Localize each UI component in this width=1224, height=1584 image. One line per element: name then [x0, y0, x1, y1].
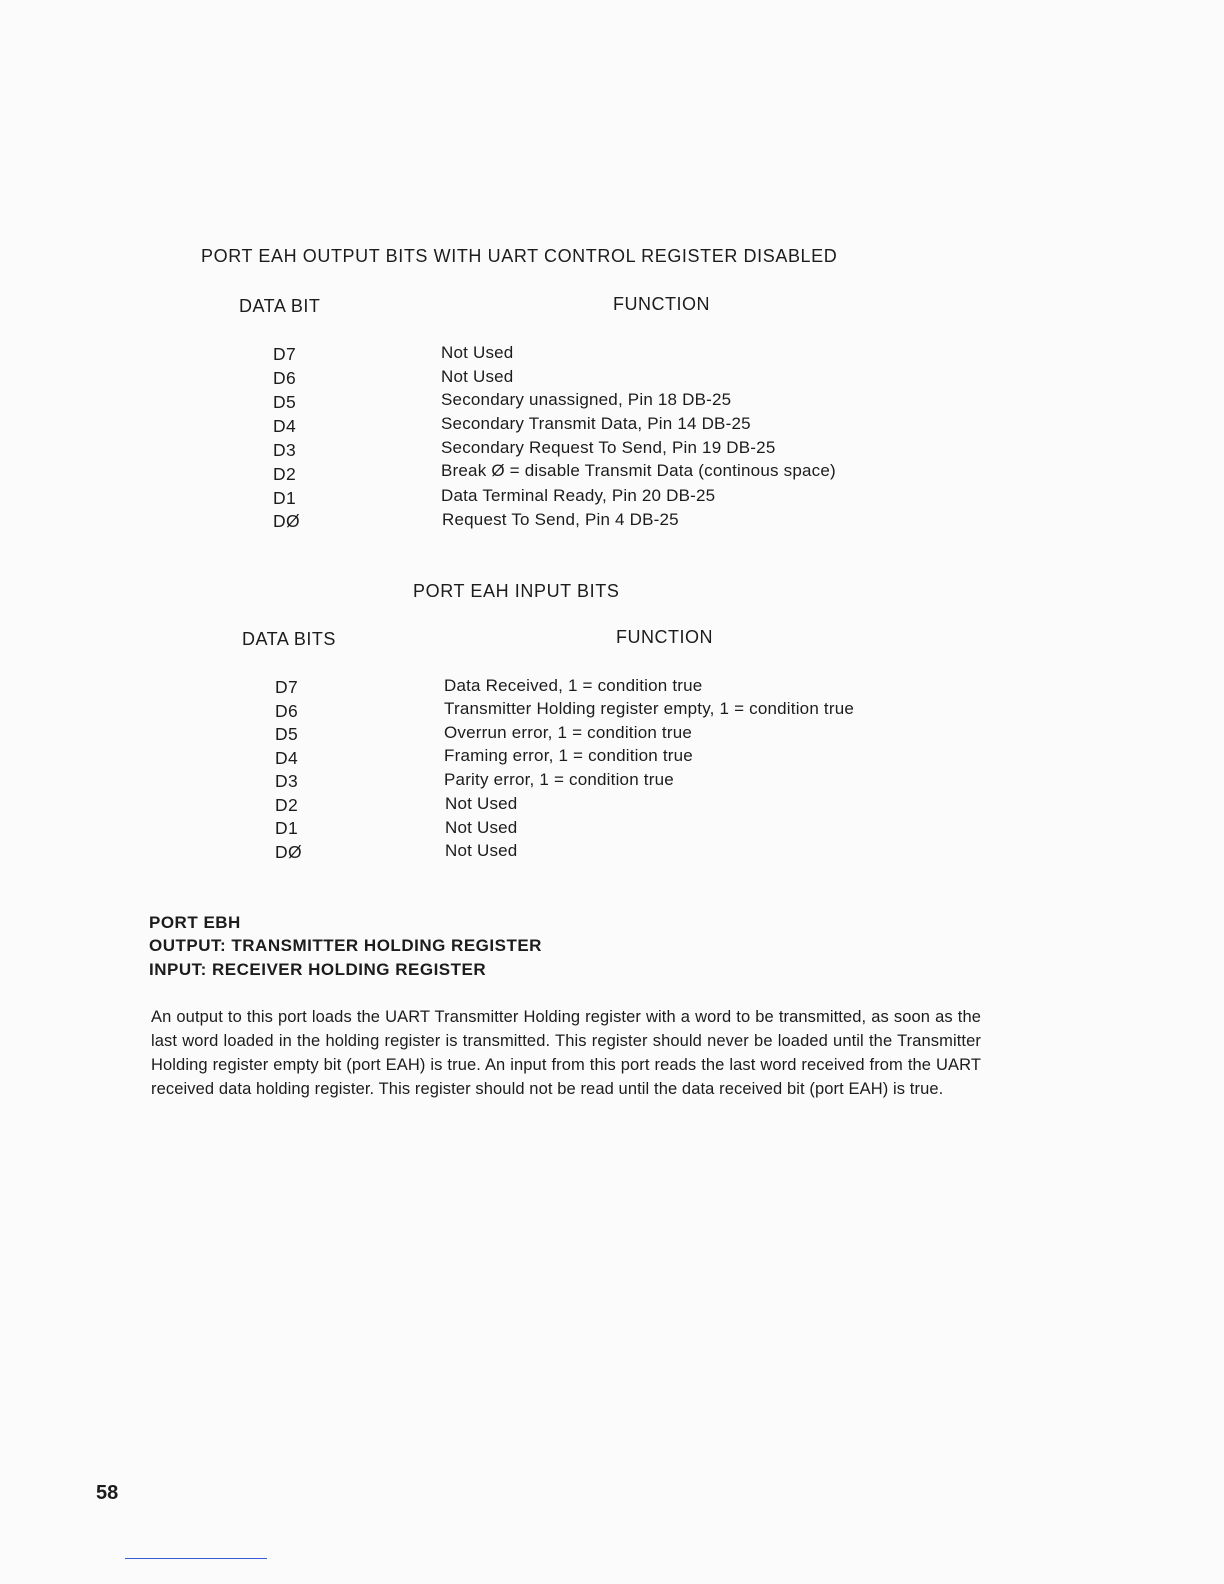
section1-title: PORT EAH OUTPUT BITS WITH UART CONTROL REGISTER DISABLED: [201, 246, 838, 266]
input-heading: INPUT: RECEIVER HOLDING REGISTER: [149, 960, 487, 979]
section2-bit: D4: [275, 748, 298, 768]
section1-col-function-header: FUNCTION: [613, 294, 710, 314]
section1-bit: D6: [273, 368, 296, 388]
section1-function: Not Used: [441, 343, 514, 362]
section1-bit: D2: [273, 464, 296, 484]
section2-bit: D6: [275, 701, 298, 721]
footer-divider: [125, 1558, 267, 1559]
section2-function: Parity error, 1 = condition true: [444, 770, 674, 789]
section2-function: Not Used: [445, 794, 518, 813]
section1-function: Not Used: [441, 367, 514, 386]
section1-function: Data Terminal Ready, Pin 20 DB-25: [441, 486, 716, 505]
section2-bit: DØ: [275, 842, 302, 862]
output-heading: OUTPUT: TRANSMITTER HOLDING REGISTER: [149, 936, 542, 955]
section2-col-bit-header: DATA BITS: [242, 629, 336, 649]
section1-bit: D3: [273, 440, 296, 460]
section1-function: Secondary Transmit Data, Pin 14 DB-25: [441, 414, 751, 433]
port-ebh-heading: PORT EBH: [149, 913, 241, 932]
section2-bit: D3: [275, 771, 298, 791]
section2-function: Transmitter Holding register empty, 1 = condition true: [444, 699, 855, 718]
section1-bit: D7: [273, 344, 296, 364]
section2-bit: D1: [275, 818, 298, 838]
section1-bit: D5: [273, 392, 296, 412]
section1-function: Break Ø = disable Transmit Data (continous space): [441, 461, 836, 480]
section1-bit: D1: [273, 488, 296, 508]
section1-col-bit-header: DATA BIT: [239, 296, 321, 316]
section1-function: Secondary unassigned, Pin 18 DB-25: [441, 390, 732, 409]
section2-col-function-header: FUNCTION: [616, 627, 713, 647]
section2-function: Framing error, 1 = condition true: [444, 746, 693, 765]
section2-bit: D7: [275, 677, 298, 697]
port-ebh-description: An output to this port loads the UART Transmitter Holding register with a word to be transmitted, as soon as the last word loaded in the holding register is transmitted. This register should never be loaded until the Transmitter Holding register empty bit (port EAH) is true. An input from this port reads the last word received from the UART received data holding register. This register should not be read until the data received bit (port EAH) is true.: [151, 1008, 981, 1098]
section1-function: Request To Send, Pin 4 DB-25: [442, 510, 679, 529]
section1-bit: D4: [273, 416, 296, 436]
section2-function: Overrun error, 1 = condition true: [444, 723, 693, 742]
section2-function: Not Used: [445, 818, 518, 837]
page-number: 58: [96, 1482, 119, 1504]
section1-bit: DØ: [273, 511, 300, 531]
section1-function: Secondary Request To Send, Pin 19 DB-25: [441, 438, 776, 457]
section2-bit: D2: [275, 795, 298, 815]
section2-bit: D5: [275, 724, 298, 744]
section2-function: Data Received, 1 = condition true: [444, 676, 703, 695]
section2-title: PORT EAH INPUT BITS: [413, 581, 620, 601]
section2-function: Not Used: [445, 841, 518, 860]
